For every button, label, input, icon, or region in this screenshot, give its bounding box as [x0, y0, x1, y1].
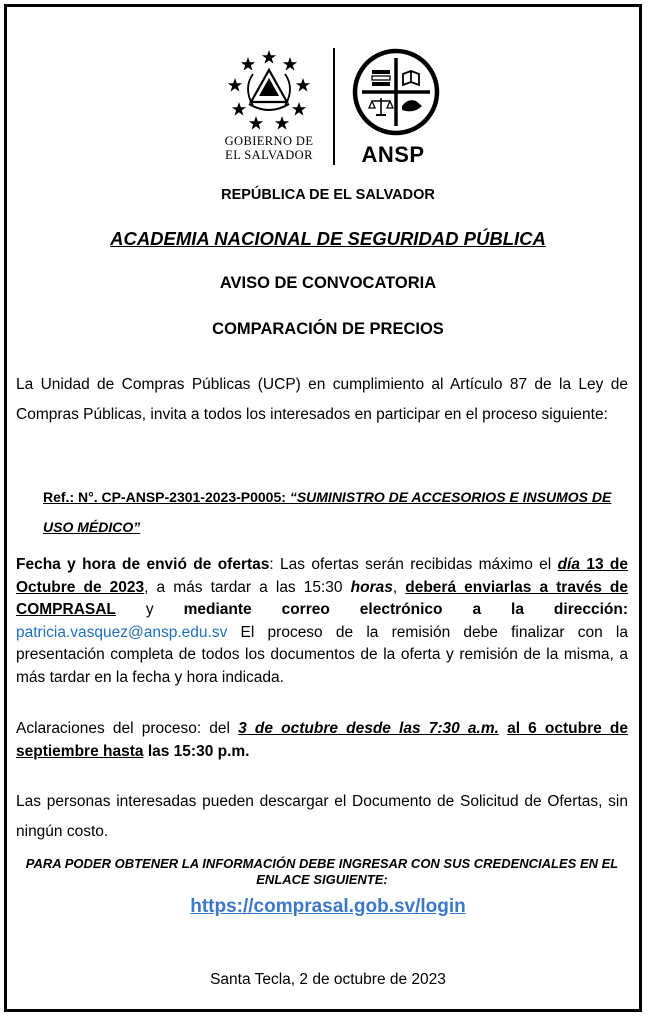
ansp-emblem-icon [352, 48, 440, 136]
clarifications-end: al 6 octubre de septiembre hasta [16, 720, 628, 760]
place-date: Santa Tecla, 2 de octubre de 2023 [210, 971, 446, 988]
logo-header [215, 46, 445, 170]
deadline-day-label: día [557, 556, 580, 573]
reference-number: Ref.: N°. CP-ANSP-2301-2023-P0005: [43, 489, 290, 505]
academy-title: ACADEMIA NACIONAL DE SEGURIDAD PÚBLICA [110, 228, 546, 249]
notice-type-heading: AVISO DE CONVOCATORIA [219, 274, 437, 292]
email-link[interactable]: patricia.vasquez@ansp.edu.sv [16, 623, 228, 641]
clarifications-label: Aclaraciones del proceso: del [16, 720, 239, 737]
logo-divider [333, 48, 335, 165]
clarifications-end-time: las 15:30 p.m. [147, 742, 250, 760]
reference-line [43, 482, 628, 542]
republic-title: REPÚBLICA DE EL SALVADOR [221, 187, 435, 203]
clarifications-paragraph [16, 718, 628, 763]
submission-paragraph: Fecha y hora de envió de ofertas: Las ofertas serán recibidas máximo el día 13 de Octubre de 2023, a más tardar a las 15:30 horas, deberá enviarlas a través de COMPRASAL y mediante correo electrónico a la dirección: patricia.vasquez@ansp.edu.sv El proceso de la remisión debe finalizar con la presentación completa de todos los documentos de la oferta y remisión de la misma, a más tardar en la fecha y hora indicada. [16, 556, 628, 686]
download-paragraph: Las personas interesadas pueden descargar el Documento de Solicitud de Ofertas, sin ningún costo. [16, 793, 628, 840]
login-link[interactable]: https://comprasal.gob.sv/login [190, 896, 466, 917]
submission-label: Fecha y hora de envió de ofertas [16, 556, 270, 573]
hours-label: horas [350, 578, 393, 596]
deadline-date: 13 de Octubre de 2023 [16, 556, 628, 596]
process-type-heading: COMPARACIÓN DE PRECIOS [212, 320, 444, 338]
reference-title: “SUMINISTRO DE ACCESORIOS E INSUMOS DE USO MÉDICO” [43, 489, 612, 535]
credentials-notice: PARA PODER OBTENER LA INFORMACIÓN DEBE INGRESAR CON SUS CREDENCIALES EN EL ENLACE SIGUIENTE: [25, 856, 619, 887]
el-salvador-coat-of-arms-icon [227, 48, 311, 132]
email-intro: mediante correo electrónico a la dirección: [183, 601, 628, 618]
submission-channel: deberá enviarlas a través de COMPRASAL [16, 578, 628, 618]
government-logo-text: GOBIERNO DE EL SALVADOR [224, 134, 314, 162]
ansp-logo-text: ANSP [361, 142, 425, 167]
clarifications-start: 3 de octubre desde las 7:30 a.m. [238, 720, 499, 737]
intro-paragraph: La Unidad de Compras Públicas (UCP) en cumplimiento al Artículo 87 de la Ley de Compras Públicas, invita a todos los interesados en participar en el proceso siguiente: [16, 376, 628, 423]
